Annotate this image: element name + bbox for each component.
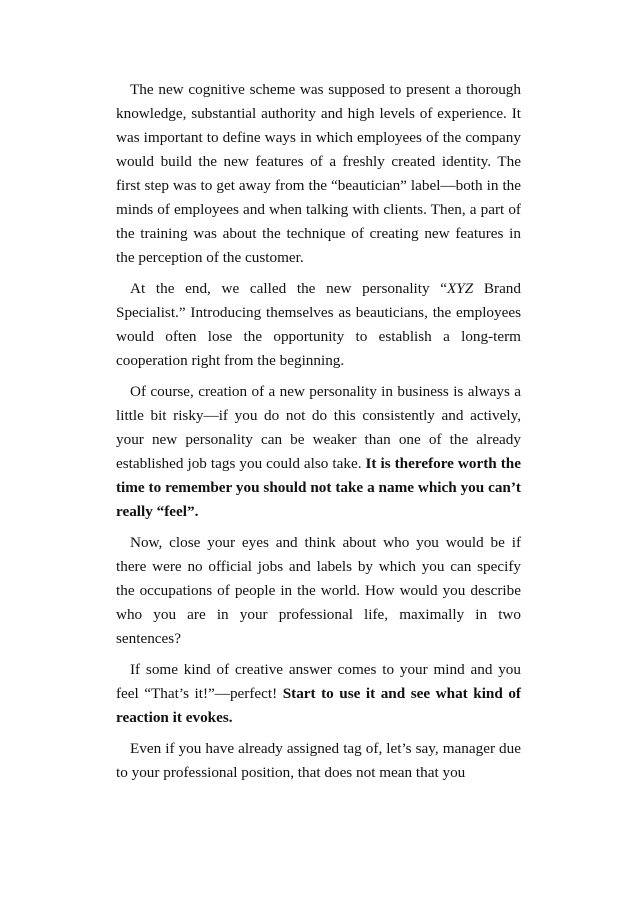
paragraph-risk — [116, 380, 521, 524]
paragraph-text: Of course, creation of a new personality in business is always a little bit risky—if you do not do this consistently and actively, your new personality can be weaker than one of the already established job tags you could also take. — [116, 383, 521, 472]
paragraph-creative-answer — [116, 658, 521, 730]
paragraph-text: Even if you have already assigned tag of, let’s say, manager due to your professional position, that does not mean that you — [116, 740, 521, 781]
emphasis-text: It is therefore worth the time to remember you should not take a name which you can’t really “feel”. — [116, 455, 521, 520]
emphasis-text: Start to use it and see what kind of reaction it evokes. — [116, 685, 521, 726]
paragraph-new-personality-name — [116, 277, 521, 373]
paragraph-text: If some kind of creative answer comes to your mind and you feel “That’s it!”—perfect! — [116, 661, 521, 702]
paragraph-cognitive-scheme — [116, 78, 521, 270]
document-page — [116, 78, 521, 792]
paragraph-manager-tag — [116, 737, 521, 785]
brand-name-italic: XYZ — [447, 280, 474, 297]
paragraph-text: The new cognitive scheme was supposed to present a thorough knowledge, substantial authority and high levels of experience. It was important to define ways in which employees of the company would build the new features of a freshly created identity. The first step was to get away from the “beautician” label—both in the minds of employees and when talking with clients. Then, a part of the training was about the technique of creating new features in the perception of the customer. — [116, 81, 521, 266]
paragraph-text: Now, close your eyes and think about who you would be if there were no official jobs and labels by which you can specify the occupations of people in the world. How would you describe who you are in your professional life, maximally in two sentences? — [116, 534, 521, 647]
paragraph-text: Brand Specialist.” Introducing themselves as beauticians, the employees would often lose the opportunity to establish a long-term cooperation right from the beginning. — [116, 280, 521, 369]
paragraph-close-your-eyes — [116, 531, 521, 651]
paragraph-text: At the end, we called the new personality “ — [130, 280, 448, 297]
